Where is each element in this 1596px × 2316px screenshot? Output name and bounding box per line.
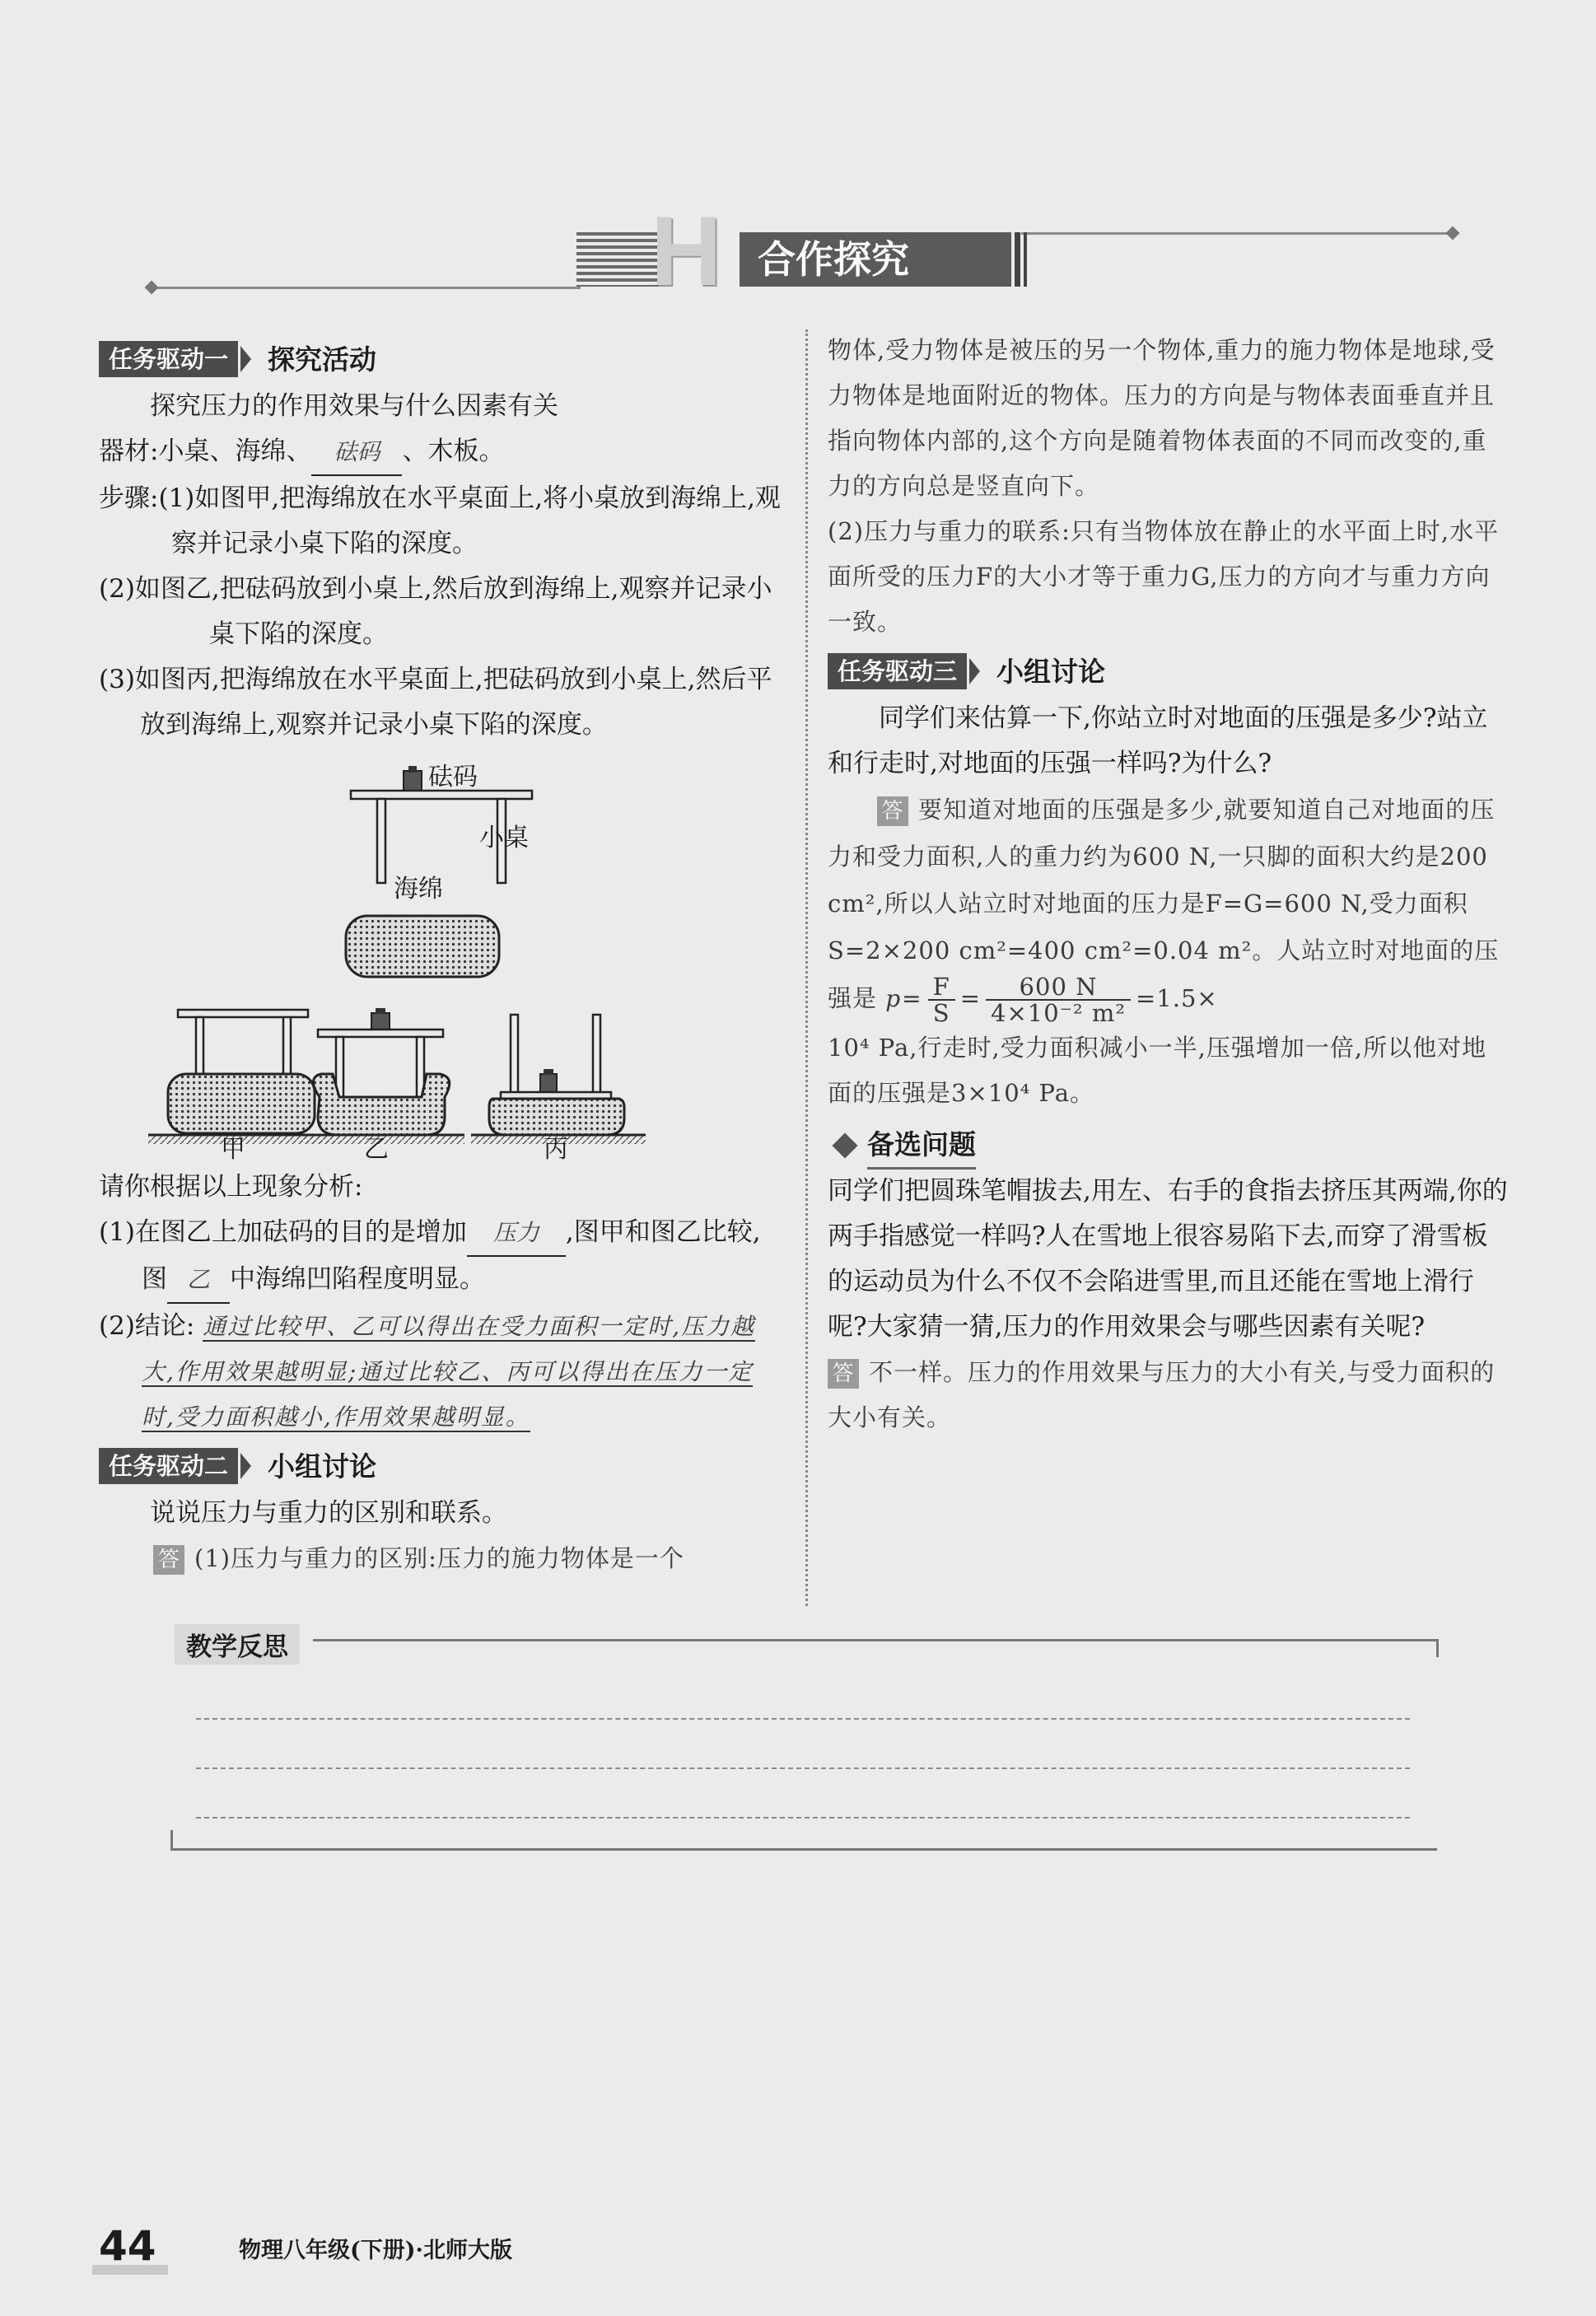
header-bar xyxy=(1015,232,1020,287)
label-table: 小桌 xyxy=(479,824,529,852)
experiment-figure xyxy=(99,751,774,1163)
column-divider xyxy=(805,329,808,1606)
label-yi: 乙 xyxy=(364,1135,389,1164)
task1-step3: (3)如图丙,把海绵放在水平桌面上,把砝码放到小桌上,然后平放到海绵上,观察并记录小桌下陷的深度。 xyxy=(99,665,772,740)
label-bing: 丙 xyxy=(544,1135,568,1164)
answer-badge: 答 xyxy=(153,1545,184,1575)
figure-yi xyxy=(300,1008,464,1144)
reflection-line[interactable] xyxy=(196,1767,1410,1769)
left-column xyxy=(99,336,784,1581)
reflection-right-tick xyxy=(1436,1639,1439,1657)
header-stripes xyxy=(576,232,659,287)
task1-title: 探究活动 xyxy=(268,343,377,376)
task2-question: 说说压力与重力的区别和联系。 xyxy=(150,1498,507,1528)
figure-bing xyxy=(471,1015,646,1144)
task3-tag: 任务驱动三 xyxy=(828,653,967,689)
task3-title: 小组讨论 xyxy=(996,655,1106,688)
experiment-diagram xyxy=(99,751,774,1163)
label-weight: 砝码 xyxy=(428,763,478,791)
reflection-line[interactable] xyxy=(196,1718,1410,1720)
task3-answer-end: 10⁴ Pa,行走时,受力面积减小一半,压强增加一倍,所以他对地面的压强是3×10⁴ Pa。 xyxy=(828,1034,1487,1107)
task1-intro: 探究压力的作用效果与什么因素有关 xyxy=(150,391,558,421)
task2-title: 小组讨论 xyxy=(268,1450,377,1483)
reflection-left-tick xyxy=(170,1830,173,1850)
reflection-top-rule xyxy=(313,1639,1437,1641)
reflection-title: 教学反思 xyxy=(175,1624,300,1665)
header-rule-left xyxy=(152,287,581,289)
task1-step2: (2)如图乙,把砝码放到小桌上,然后放到海绵上,观察并记录小桌下陷的深度。 xyxy=(99,574,772,649)
task3-heading xyxy=(828,650,1510,693)
header-bar xyxy=(1024,232,1027,287)
extra-heading xyxy=(828,1123,1510,1169)
extra-title: 备选问题 xyxy=(867,1122,976,1170)
top-sponge xyxy=(346,916,499,977)
reflection-line[interactable] xyxy=(196,1817,1410,1819)
reflection-bottom-rule xyxy=(170,1848,1437,1851)
top-weight xyxy=(404,766,422,791)
diamond-icon xyxy=(832,1132,857,1158)
q2-answer: 通过比较甲、乙可以得出在受力面积一定时,压力越大,作用效果越明显;通过比较乙、丙可以得出在压力一定时,受力面积越小,作用效果越明显。 xyxy=(142,1313,756,1431)
task3-answer: 答 要知道对地面的压强是多少,就要知道自己对地面的压力和受力面积,人的重力约为600 N,一只脚的面积大约是200 cm²,所以人站立时对地面的压力是F=G=600 N,受力面积S=2×200 cm²=400 cm²=0.04 m²。人站立时对地面的压强是 p= $\frac{F}{S}$ = $\frac{600 N}{\text{4×10⁻² m²}}$ =1.5× xyxy=(828,796,1500,1027)
materials-blank: 砝码 xyxy=(311,429,402,476)
task1-materials: 器材:小桌、海绵、 砝码 、木板。 xyxy=(99,429,784,476)
page-number: 44 xyxy=(99,2222,156,2270)
label-sponge: 海绵 xyxy=(394,875,443,904)
section-title: 合作探究 xyxy=(740,232,1011,287)
header-dot-right xyxy=(1446,226,1460,240)
task2-answer-part2: (2)压力与重力的联系:只有当物体放在静止的水平面上时,水平面所受的压力F的大小才等于重力G,压力的方向才与重力方向一致。 xyxy=(828,517,1500,636)
extra-answer: 答 不一样。压力的作用效果与压力的大小有关,与受力面积的大小有关。 xyxy=(828,1358,1496,1431)
header-letter: H xyxy=(651,196,722,306)
answer-badge: 答 xyxy=(877,796,908,826)
header-rule-right xyxy=(1021,232,1451,235)
fraction-f-s: $\frac{F}{S}$ xyxy=(928,974,955,1025)
fraction-value: $\frac{600 N}{\text{4×10⁻² m²}}$ xyxy=(986,974,1131,1025)
label-jia: 甲 xyxy=(221,1135,245,1164)
task2-answer-cont: 物体,受力物体是被压的另一个物体,重力的施力物体是地球,受力物体是地面附近的物体。压力的方向是与物体表面垂直并且指向物体内部的,这个方向是随着物体表面的不同而改变的,重力的方向总是竖直向下。 xyxy=(828,336,1496,500)
task1-step1: 步骤:(1)如图甲,把海绵放在水平桌面上,将小桌放到海绵上,观察并记录小桌下陷的深度。 xyxy=(99,483,781,558)
right-column xyxy=(828,328,1510,1440)
q1-blank-1: 压力 xyxy=(467,1210,566,1257)
extra-question: 同学们把圆珠笔帽拔去,用左、右手的食指去挤压其两端,你的两手指感觉一样吗?人在雪地上很容易陷下去,而穿了滑雪板的运动员为什么不仅不会陷进雪里,而且还能在雪地上滑行呢?大家猜一猜,压力的作用效果会与哪些因素有关呢? xyxy=(828,1176,1508,1342)
task3-question: 同学们来估算一下,你站立时对地面的压强是多少?站立和行走时,对地面的压强一样吗?为什么? xyxy=(828,703,1488,778)
answer-badge: 答 xyxy=(828,1359,859,1389)
book-title: 物理八年级(下册)·北师大版 xyxy=(239,2238,512,2263)
q1-blank-2: 乙 xyxy=(167,1257,230,1304)
task2-answer-start: 答 (1)压力与重力的区别:压力的施力物体是一个 xyxy=(99,1536,784,1581)
task2-tag: 任务驱动二 xyxy=(99,1448,238,1484)
figure-jia xyxy=(148,1010,339,1144)
header-dot-left xyxy=(145,281,159,295)
question-1: (1)在图乙上加砝码的目的是增加 压力 ,图甲和图乙比较,图 乙 中海绵凹陷程度明显。 xyxy=(99,1210,784,1304)
analysis-prompt: 请你根据以上现象分析: xyxy=(99,1172,363,1202)
task1-heading xyxy=(99,338,784,381)
question-2: (2)结论: 通过比较甲、乙可以得出在受力面积一定时,压力越大,作用效果越明显;通过比较乙、丙可以得出在压力一定时,受力面积越小,作用效果越明显。 xyxy=(99,1311,756,1431)
task1-tag: 任务驱动一 xyxy=(99,341,238,377)
task2-heading xyxy=(99,1445,784,1487)
